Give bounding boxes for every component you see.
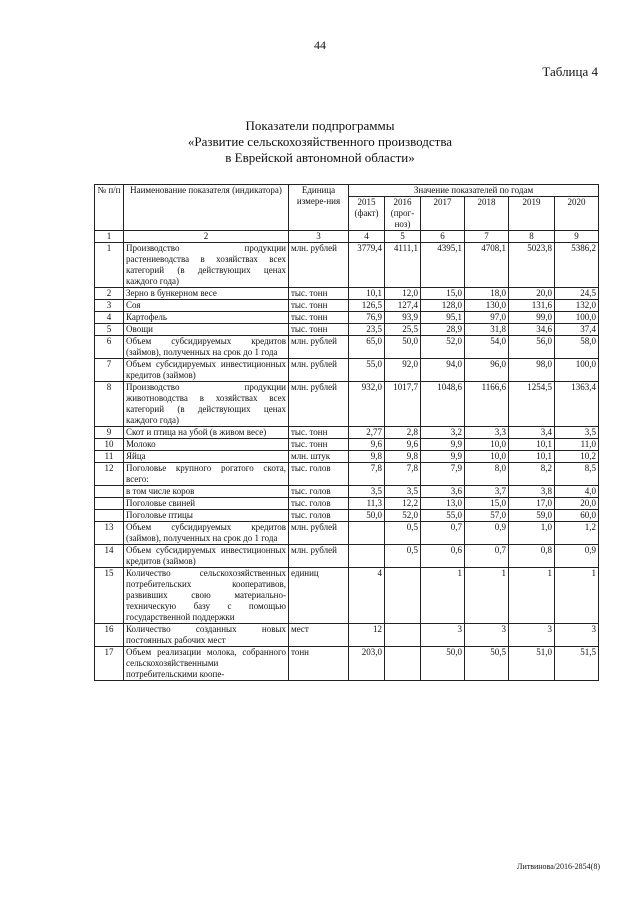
indicator-name: Поголовье свиней [124,498,289,510]
indicator-name: Поголовье птицы [124,510,289,522]
header-year: 2015 (факт) [349,197,385,231]
value-cell: 0,9 [555,545,599,568]
unit-cell: тыс. голов [289,463,349,486]
unit-cell: тыс. тонн [289,300,349,312]
value-cell: 10,1 [509,451,555,463]
table-row [95,647,599,681]
table-label: Таблица 4 [542,64,598,79]
value-cell: 8,0 [465,463,509,486]
column-number: 6 [421,231,465,243]
table-row [95,243,599,288]
unit-cell: млн. рублей [289,545,349,568]
indicator-name: Скот и птица на убой (в живом весе) [124,427,289,439]
row-number: 3 [95,300,124,312]
unit-cell: тонн [289,647,349,681]
indicator-name: Производство продукции животноводства в хозяйствах всех категорий (в действующих ценах каждого года) [124,382,289,427]
value-cell: 932,0 [349,382,385,427]
column-number: 3 [289,231,349,243]
value-cell: 7,9 [421,463,465,486]
unit-cell: тыс. тонн [289,427,349,439]
value-cell: 2,77 [349,427,385,439]
value-cell: 128,0 [421,300,465,312]
value-cell: 54,0 [465,336,509,359]
row-number: 2 [95,288,124,300]
value-cell: 100,0 [555,359,599,382]
indicator-name: Соя [124,300,289,312]
value-cell [349,522,385,545]
value-cell: 10,0 [465,439,509,451]
value-cell: 51,0 [509,647,555,681]
table-row [95,510,599,522]
value-cell: 50,0 [349,510,385,522]
value-cell [385,624,421,647]
column-number: 9 [555,231,599,243]
table-row [95,324,599,336]
value-cell: 50,0 [421,647,465,681]
value-cell: 100,0 [555,312,599,324]
value-cell: 51,5 [555,647,599,681]
value-cell: 28,9 [421,324,465,336]
header-year: 2018 [465,197,509,231]
indicator-name: Объем реализации молока, собранного сельскохозяйственными потребительскими коопе- [124,647,289,681]
table-row [95,568,599,624]
header-year: 2017 [421,197,465,231]
indicator-name: Объем субсидируемых инвестиционных кредитов (займов) [124,545,289,568]
value-cell: 8,2 [509,463,555,486]
value-cell: 3,5 [349,486,385,498]
value-cell: 11,3 [349,498,385,510]
row-number: 14 [95,545,124,568]
value-cell: 0,9 [465,522,509,545]
header-year: 2016 (прог-ноз) [385,197,421,231]
row-number: 9 [95,427,124,439]
table-row [95,498,599,510]
table-row [95,288,599,300]
title-line: в Еврейской автономной области» [225,150,415,165]
value-cell: 0,5 [385,545,421,568]
row-number [95,486,124,498]
value-cell: 60,0 [555,510,599,522]
value-cell: 98,0 [509,359,555,382]
value-cell: 58,0 [555,336,599,359]
value-cell: 3,6 [421,486,465,498]
header-year: 2020 [555,197,599,231]
header-year: 2019 [509,197,555,231]
row-number: 1 [95,243,124,288]
value-cell: 10,1 [509,439,555,451]
value-cell: 127,4 [385,300,421,312]
value-cell: 1 [509,568,555,624]
row-number [95,510,124,522]
indicator-name: в том числе коров [124,486,289,498]
value-cell: 55,0 [349,359,385,382]
value-cell: 3779,4 [349,243,385,288]
value-cell: 1 [555,568,599,624]
value-cell: 50,5 [465,647,509,681]
indicator-name: Объем субсидируемых инвестиционных кредитов (займов) [124,359,289,382]
row-number: 4 [95,312,124,324]
table-row [95,336,599,359]
indicator-name: Картофель [124,312,289,324]
indicator-name: Объем субсидируемых кредитов (займов), полученных на срок до 1 года [124,522,289,545]
value-cell: 3,4 [509,427,555,439]
value-cell: 99,0 [509,312,555,324]
page-title [0,118,640,166]
indicator-name: Молоко [124,439,289,451]
indicator-name: Объем субсидируемых кредитов (займов), полученных на срок до 1 года [124,336,289,359]
row-number: 6 [95,336,124,359]
indicator-name: Зерно в бункерном весе [124,288,289,300]
value-cell: 1363,4 [555,382,599,427]
page-number: 44 [314,38,326,52]
value-cell: 5386,2 [555,243,599,288]
value-cell: 3,7 [465,486,509,498]
unit-cell: тыс. голов [289,510,349,522]
row-number: 12 [95,463,124,486]
value-cell: 8,5 [555,463,599,486]
value-cell: 1 [465,568,509,624]
indicator-name: Поголовье крупного рогатого скота, всего: [124,463,289,486]
value-cell: 9,8 [349,451,385,463]
value-cell: 20,0 [509,288,555,300]
value-cell: 10,0 [465,451,509,463]
title-line: «Развитие сельскохозяйственного производства [187,134,453,149]
header-name: Наименование показателя (индикатора) [124,185,289,231]
value-cell: 3 [509,624,555,647]
value-cell: 1048,6 [421,382,465,427]
value-cell: 95,1 [421,312,465,324]
footer-code: Литвинова/2016-2854(8) [517,862,600,871]
unit-cell: млн. рублей [289,522,349,545]
table-body [95,243,599,681]
value-cell: 4,0 [555,486,599,498]
value-cell: 52,0 [421,336,465,359]
value-cell: 50,0 [385,336,421,359]
value-cell: 1166,6 [465,382,509,427]
value-cell: 0,8 [509,545,555,568]
table-row [95,624,599,647]
table-row [95,439,599,451]
title-line: Показатели подпрограммы [245,118,395,133]
value-cell: 3 [465,624,509,647]
value-cell: 20,0 [555,498,599,510]
value-cell: 3 [421,624,465,647]
column-number: 1 [95,231,124,243]
value-cell: 37,4 [555,324,599,336]
value-cell: 17,0 [509,498,555,510]
unit-cell: единиц [289,568,349,624]
value-cell: 126,5 [349,300,385,312]
value-cell: 56,0 [509,336,555,359]
unit-cell: млн. рублей [289,382,349,427]
value-cell: 76,9 [349,312,385,324]
value-cell [349,545,385,568]
unit-cell: млн. рублей [289,243,349,288]
value-cell: 2,8 [385,427,421,439]
value-cell: 1017,7 [385,382,421,427]
value-cell: 132,0 [555,300,599,312]
column-number: 8 [509,231,555,243]
row-number: 17 [95,647,124,681]
indicator-name: Яйца [124,451,289,463]
table-row [95,300,599,312]
value-cell: 131,6 [509,300,555,312]
table-row [95,451,599,463]
table-row [95,463,599,486]
value-cell: 9,8 [385,451,421,463]
indicator-name: Количество сельскохозяйственных потребительских кооперативов, развивших свою материально-техническую базу с помощью государственной поддержки [124,568,289,624]
value-cell: 9,9 [421,439,465,451]
value-cell: 7,8 [385,463,421,486]
value-cell: 25,5 [385,324,421,336]
value-cell: 3,5 [385,486,421,498]
table-row [95,427,599,439]
table-row [95,359,599,382]
value-cell: 65,0 [349,336,385,359]
value-cell: 52,0 [385,510,421,522]
row-number: 11 [95,451,124,463]
value-cell: 3,5 [555,427,599,439]
row-number: 16 [95,624,124,647]
value-cell: 97,0 [465,312,509,324]
value-cell: 4708,1 [465,243,509,288]
value-cell: 57,0 [465,510,509,522]
value-cell: 9,9 [421,451,465,463]
column-number: 7 [465,231,509,243]
row-number: 13 [95,522,124,545]
unit-cell: мест [289,624,349,647]
table-row [95,486,599,498]
value-cell: 1,2 [555,522,599,545]
value-cell: 4395,1 [421,243,465,288]
value-cell: 1 [421,568,465,624]
row-number: 7 [95,359,124,382]
indicators-table [94,184,599,681]
unit-cell: тыс. тонн [289,439,349,451]
row-number: 5 [95,324,124,336]
value-cell: 55,0 [421,510,465,522]
value-cell: 92,0 [385,359,421,382]
value-cell: 11,0 [555,439,599,451]
unit-cell: тыс. голов [289,486,349,498]
value-cell: 0,7 [465,545,509,568]
value-cell: 0,7 [421,522,465,545]
value-cell: 10,1 [349,288,385,300]
row-number: 15 [95,568,124,624]
value-cell: 1254,5 [509,382,555,427]
table-row [95,522,599,545]
value-cell: 93,9 [385,312,421,324]
value-cell: 15,0 [465,498,509,510]
value-cell: 59,0 [509,510,555,522]
value-cell: 9,6 [385,439,421,451]
value-cell: 10,2 [555,451,599,463]
value-cell: 24,5 [555,288,599,300]
header-values-group: Значение показателей по годам [349,185,599,197]
indicator-name: Количество созданных новых постоянных рабочих мест [124,624,289,647]
row-number: 8 [95,382,124,427]
value-cell: 13,0 [421,498,465,510]
header-unit: Единица измере-ния [289,185,349,231]
value-cell: 18,0 [465,288,509,300]
value-cell: 5023,8 [509,243,555,288]
column-number: 5 [385,231,421,243]
column-numbers-row [95,231,599,243]
value-cell: 12 [349,624,385,647]
unit-cell: млн. рублей [289,336,349,359]
value-cell: 3,2 [421,427,465,439]
row-number: 10 [95,439,124,451]
value-cell: 203,0 [349,647,385,681]
value-cell: 34,6 [509,324,555,336]
table-row [95,382,599,427]
value-cell: 12,0 [385,288,421,300]
table-row [95,312,599,324]
value-cell: 12,2 [385,498,421,510]
value-cell: 4111,1 [385,243,421,288]
value-cell [385,647,421,681]
indicator-name: Овощи [124,324,289,336]
unit-cell: тыс. тонн [289,288,349,300]
value-cell: 15,0 [421,288,465,300]
value-cell [385,568,421,624]
header-num: № п/п [95,185,124,231]
unit-cell: тыс. голов [289,498,349,510]
value-cell: 7,8 [349,463,385,486]
value-cell: 3 [555,624,599,647]
table-row [95,545,599,568]
value-cell: 130,0 [465,300,509,312]
header-row [95,185,599,197]
value-cell: 96,0 [465,359,509,382]
value-cell: 3,3 [465,427,509,439]
value-cell: 94,0 [421,359,465,382]
value-cell: 4 [349,568,385,624]
indicator-name: Производство продукции растениеводства в хозяйствах всех категорий (в действующих ценах каждого года) [124,243,289,288]
value-cell: 0,6 [421,545,465,568]
value-cell: 31,8 [465,324,509,336]
value-cell: 23,5 [349,324,385,336]
value-cell: 3,8 [509,486,555,498]
unit-cell: млн. штук [289,451,349,463]
row-number [95,498,124,510]
column-number: 4 [349,231,385,243]
value-cell: 9,6 [349,439,385,451]
unit-cell: тыс. тонн [289,312,349,324]
value-cell: 1,0 [509,522,555,545]
column-number: 2 [124,231,289,243]
unit-cell: млн. рублей [289,359,349,382]
unit-cell: тыс. тонн [289,324,349,336]
value-cell: 0,5 [385,522,421,545]
